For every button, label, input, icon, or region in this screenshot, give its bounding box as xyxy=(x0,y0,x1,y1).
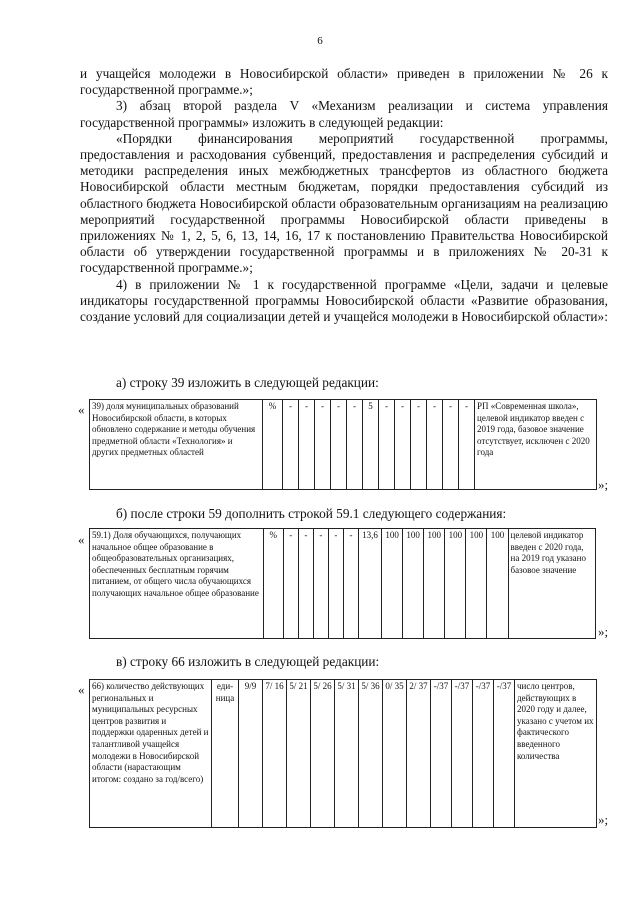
row59-1-cell: 100 xyxy=(445,529,466,639)
row59-1-note: целевой индикатор введен с 2020 года, на 2019 год указано базовое значение xyxy=(508,529,595,639)
paragraph-1: и учащейся молодежи в Новосибирской области» приведен в приложении № 26 к государственной программе.»; xyxy=(80,66,608,98)
quote-close-66: »; xyxy=(598,812,609,827)
row39-cell: - xyxy=(299,400,315,490)
row66-note: число центров, действующих в 2020 году и далее, указано с учетом их фактического введенного количества xyxy=(515,680,597,828)
row66-cell: 2/ 37 xyxy=(407,680,431,828)
quote-close-39: »; xyxy=(598,477,609,492)
row59-1-cell: - xyxy=(328,529,343,639)
row59-1-cell: - xyxy=(298,529,313,639)
row66-cell: -/37 xyxy=(431,680,452,828)
row66-cell: 5/ 36 xyxy=(359,680,383,828)
row59-1-cell: - xyxy=(313,529,328,639)
row59-1-cell: 13,6 xyxy=(358,529,381,639)
subheading-c: в) строку 66 изложить в следующей редакции: xyxy=(116,654,380,669)
row59-1-cell: 100 xyxy=(382,529,403,639)
row59-1-cell: 100 xyxy=(487,529,508,639)
row39-cell: - xyxy=(411,400,427,490)
row59-1-cell: - xyxy=(283,529,298,639)
row59-1-cell: 100 xyxy=(424,529,445,639)
row59-1-name: 59.1) Доля обучающихся, получающих начальное общее образование в общеобразовательных организациях, обеспеченных бесплатным горячим питанием, от общего числа обучающихся получающих начальное общее образование xyxy=(90,529,264,639)
table-row-66 xyxy=(89,679,597,828)
row39-name: 39) доля муниципальных образований Новосибирской области, в которых обновлено содержание и методы обучения предметной области «Технология» и других предметных областей xyxy=(90,400,263,490)
row66-cell: 5/ 31 xyxy=(335,680,359,828)
row66-name: 66) количество действующих региональных и муниципальных ресурсных центров развития и поддержки одаренных детей и талантливой учащейся молодежи в Новосибирской области (нарастающим итогом: создано за год/всего) xyxy=(90,680,212,828)
page-number: 6 xyxy=(317,35,323,47)
paragraph-2: 3) абзац второй раздела V «Механизм реализации и система управления государственной программы» изложить в следующей редакции: xyxy=(80,98,608,130)
table-row-59-1 xyxy=(89,528,596,639)
row66-cell: -/37 xyxy=(473,680,494,828)
quote-close-59-1: »; xyxy=(598,624,609,639)
row39-cell: - xyxy=(443,400,459,490)
row39-cell: - xyxy=(331,400,347,490)
row66-cell: -/37 xyxy=(494,680,515,828)
row66-cell: 0/ 35 xyxy=(383,680,407,828)
row39-cell: - xyxy=(347,400,363,490)
row39-cell: - xyxy=(459,400,475,490)
quote-open-59-1: « xyxy=(78,532,85,547)
subheading-a: а) строку 39 изложить в следующей редакции: xyxy=(116,375,379,390)
row59-1-cell: 100 xyxy=(403,529,424,639)
row39-cell: - xyxy=(315,400,331,490)
table-row-39 xyxy=(89,399,597,490)
subheading-b: б) после строки 59 дополнить строкой 59.1 следующего содержания: xyxy=(116,506,507,521)
row66-unit: еди-ница xyxy=(212,680,239,828)
row59-1-cell: % xyxy=(263,529,283,639)
row39-cell: - xyxy=(379,400,395,490)
row39-note: РП «Современная школа», целевой индикатор введен с 2019 года, базовое значение отсутствует, исключен с 2020 года xyxy=(475,400,597,490)
row39-cell: - xyxy=(283,400,299,490)
row66-cell: 7/ 16 xyxy=(263,680,287,828)
row66-cell: 5/ 21 xyxy=(287,680,311,828)
row66-cell: 9/9 xyxy=(239,680,263,828)
row59-1-cell: 100 xyxy=(466,529,487,639)
quote-open-39: « xyxy=(78,402,85,417)
paragraph-3: «Порядки финансирования мероприятий государственной программы, предоставления и расходования субвенций, предоставления и распределения субсидий и методики распределения иных межбюджетных трансфертов из областного бюджета Новосибирской области местным бюджетам, порядки предоставления субсидий из областного бюджета Новосибирской области образовательным организациям на реализацию мероприятий государственной программы Новосибирской области приведены в приложениях № 1, 2, 5, 6, 13, 14, 16, 17 к постановлению Правительства Новосибирской области об утверждении государственной программы и в приложениях № 20-31 к государственной программе.»; xyxy=(80,130,608,276)
quote-open-66: « xyxy=(78,682,85,697)
body-text xyxy=(80,66,608,325)
row66-cell: 5/ 26 xyxy=(311,680,335,828)
row39-cell: - xyxy=(427,400,443,490)
paragraph-4: 4) в приложении № 1 к государственной программе «Цели, задачи и целевые индикаторы государственной программы Новосибирской области «Развитие образования, создание условий для социализации детей и учащейся молодежи в Новосибирской области»: xyxy=(80,276,608,325)
row59-1-cell: - xyxy=(343,529,358,639)
row39-cell: 5 xyxy=(363,400,379,490)
row39-cell: % xyxy=(263,400,283,490)
row39-cell: - xyxy=(395,400,411,490)
row66-cell: -/37 xyxy=(452,680,473,828)
